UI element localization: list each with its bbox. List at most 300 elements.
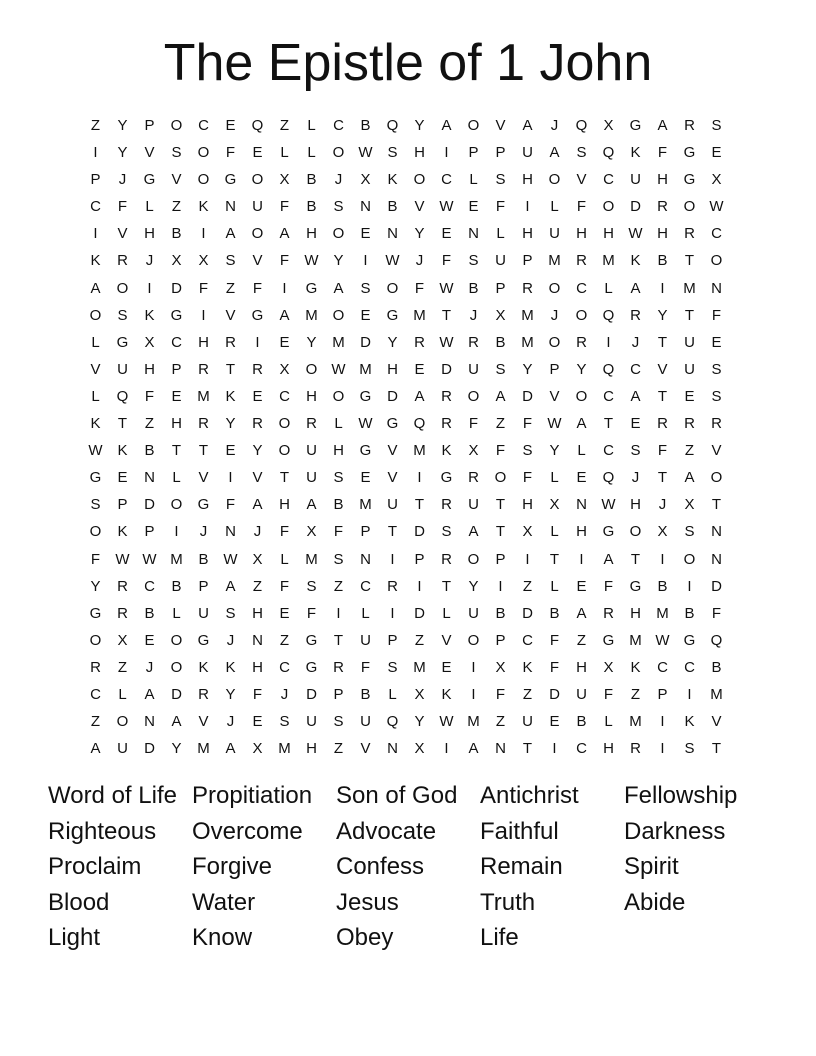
- grid-letter[interactable]: T: [225, 360, 236, 378]
- grid-letter[interactable]: L: [442, 604, 451, 622]
- grid-letter[interactable]: O: [116, 279, 129, 297]
- grid-letter[interactable]: N: [360, 198, 371, 216]
- grid-letter[interactable]: I: [525, 198, 530, 216]
- grid-letter[interactable]: B: [306, 198, 317, 216]
- grid-letter[interactable]: A: [279, 225, 290, 243]
- grid-letter[interactable]: R: [576, 333, 587, 351]
- grid-letter[interactable]: I: [282, 279, 287, 297]
- grid-letter[interactable]: I: [390, 550, 395, 568]
- grid-letter[interactable]: I: [552, 740, 557, 758]
- grid-letter[interactable]: H: [414, 144, 425, 162]
- grid-letter[interactable]: W: [385, 252, 400, 270]
- grid-letter[interactable]: L: [604, 713, 613, 731]
- grid-letter[interactable]: A: [468, 523, 479, 541]
- grid-letter[interactable]: E: [711, 333, 722, 351]
- grid-letter[interactable]: J: [631, 469, 640, 487]
- grid-letter[interactable]: U: [684, 360, 695, 378]
- grid-letter[interactable]: O: [467, 550, 480, 568]
- grid-letter[interactable]: J: [415, 252, 424, 270]
- grid-letter[interactable]: W: [358, 144, 373, 162]
- grid-letter[interactable]: R: [198, 685, 209, 703]
- grid-letter[interactable]: J: [658, 496, 667, 514]
- grid-letter[interactable]: Y: [468, 577, 479, 595]
- grid-letter[interactable]: O: [89, 306, 102, 324]
- grid-letter[interactable]: M: [548, 252, 561, 270]
- grid-letter[interactable]: T: [495, 496, 506, 514]
- grid-letter[interactable]: X: [144, 333, 155, 351]
- grid-letter[interactable]: J: [631, 333, 640, 351]
- grid-letter[interactable]: U: [468, 604, 479, 622]
- grid-letter[interactable]: Z: [630, 685, 641, 703]
- grid-letter[interactable]: O: [710, 469, 723, 487]
- grid-letter[interactable]: B: [360, 685, 371, 703]
- grid-letter[interactable]: I: [498, 577, 503, 595]
- grid-letter[interactable]: G: [602, 523, 615, 541]
- grid-letter[interactable]: F: [549, 631, 560, 649]
- grid-letter[interactable]: I: [417, 469, 422, 487]
- grid-letter[interactable]: A: [225, 577, 236, 595]
- grid-letter[interactable]: C: [603, 171, 614, 189]
- grid-letter[interactable]: Y: [306, 333, 317, 351]
- grid-letter[interactable]: X: [414, 740, 425, 758]
- grid-letter[interactable]: T: [549, 550, 560, 568]
- grid-letter[interactable]: U: [522, 713, 533, 731]
- grid-letter[interactable]: N: [144, 713, 155, 731]
- grid-letter[interactable]: Z: [522, 577, 533, 595]
- grid-letter[interactable]: E: [414, 360, 425, 378]
- grid-letter[interactable]: F: [252, 279, 263, 297]
- grid-letter[interactable]: J: [253, 523, 262, 541]
- grid-letter[interactable]: X: [414, 685, 425, 703]
- grid-letter[interactable]: P: [522, 252, 533, 270]
- grid-letter[interactable]: K: [198, 198, 209, 216]
- grid-letter[interactable]: F: [495, 442, 506, 460]
- grid-letter[interactable]: M: [332, 333, 345, 351]
- grid-letter[interactable]: E: [441, 658, 452, 676]
- grid-letter[interactable]: L: [91, 387, 100, 405]
- grid-letter[interactable]: R: [117, 577, 128, 595]
- grid-letter[interactable]: A: [414, 387, 425, 405]
- grid-letter[interactable]: C: [657, 658, 668, 676]
- grid-letter[interactable]: L: [550, 577, 559, 595]
- grid-letter[interactable]: A: [171, 713, 182, 731]
- grid-letter[interactable]: C: [90, 685, 101, 703]
- grid-letter[interactable]: F: [306, 604, 317, 622]
- grid-letter[interactable]: J: [550, 306, 559, 324]
- grid-letter[interactable]: R: [306, 415, 317, 433]
- grid-letter[interactable]: M: [170, 550, 183, 568]
- grid-letter[interactable]: O: [251, 171, 264, 189]
- grid-letter[interactable]: K: [225, 658, 236, 676]
- grid-letter[interactable]: O: [494, 469, 507, 487]
- grid-letter[interactable]: H: [576, 225, 587, 243]
- grid-letter[interactable]: B: [171, 225, 182, 243]
- grid-letter[interactable]: R: [414, 333, 425, 351]
- grid-letter[interactable]: F: [117, 198, 128, 216]
- grid-letter[interactable]: U: [306, 442, 317, 460]
- grid-letter[interactable]: F: [441, 252, 452, 270]
- grid-letter[interactable]: O: [332, 225, 345, 243]
- grid-letter[interactable]: K: [630, 658, 641, 676]
- grid-letter[interactable]: I: [390, 604, 395, 622]
- grid-letter[interactable]: P: [360, 523, 371, 541]
- grid-letter[interactable]: I: [660, 740, 665, 758]
- grid-letter[interactable]: G: [89, 604, 102, 622]
- grid-letter[interactable]: O: [332, 306, 345, 324]
- grid-letter[interactable]: E: [252, 144, 263, 162]
- grid-letter[interactable]: S: [306, 577, 317, 595]
- grid-letter[interactable]: R: [441, 387, 452, 405]
- grid-letter[interactable]: O: [278, 415, 291, 433]
- grid-letter[interactable]: H: [144, 225, 155, 243]
- grid-letter[interactable]: J: [199, 523, 208, 541]
- grid-letter[interactable]: X: [468, 442, 479, 460]
- grid-letter[interactable]: R: [630, 306, 641, 324]
- grid-letter[interactable]: A: [495, 387, 506, 405]
- grid-letter[interactable]: T: [630, 550, 641, 568]
- grid-letter[interactable]: A: [657, 117, 668, 134]
- grid-letter[interactable]: H: [306, 387, 317, 405]
- grid-letter[interactable]: E: [576, 577, 587, 595]
- grid-letter[interactable]: K: [117, 523, 128, 541]
- grid-letter[interactable]: E: [441, 225, 452, 243]
- grid-letter[interactable]: U: [360, 631, 371, 649]
- grid-letter[interactable]: M: [413, 306, 426, 324]
- grid-letter[interactable]: N: [225, 523, 236, 541]
- grid-letter[interactable]: Y: [117, 144, 128, 162]
- grid-letter[interactable]: Y: [576, 360, 587, 378]
- grid-letter[interactable]: C: [279, 658, 290, 676]
- grid-letter[interactable]: W: [439, 198, 454, 216]
- grid-letter[interactable]: T: [657, 387, 668, 405]
- grid-letter[interactable]: F: [576, 198, 587, 216]
- grid-letter[interactable]: F: [279, 577, 290, 595]
- grid-letter[interactable]: G: [602, 631, 615, 649]
- grid-letter[interactable]: V: [414, 198, 425, 216]
- grid-letter[interactable]: D: [144, 496, 155, 514]
- grid-letter[interactable]: O: [467, 117, 480, 134]
- grid-letter[interactable]: F: [198, 279, 209, 297]
- grid-letter[interactable]: A: [576, 604, 587, 622]
- grid-letter[interactable]: M: [656, 604, 669, 622]
- grid-letter[interactable]: F: [225, 496, 236, 514]
- grid-letter[interactable]: L: [550, 469, 559, 487]
- grid-letter[interactable]: F: [711, 306, 722, 324]
- grid-letter[interactable]: S: [117, 306, 128, 324]
- grid-letter[interactable]: M: [629, 631, 642, 649]
- grid-letter[interactable]: A: [576, 415, 587, 433]
- grid-letter[interactable]: E: [630, 415, 641, 433]
- grid-letter[interactable]: I: [93, 144, 98, 162]
- grid-letter[interactable]: J: [118, 171, 127, 189]
- grid-letter[interactable]: U: [495, 252, 506, 270]
- grid-letter[interactable]: X: [171, 252, 182, 270]
- grid-letter[interactable]: C: [279, 387, 290, 405]
- grid-letter[interactable]: P: [495, 550, 506, 568]
- grid-letter[interactable]: J: [280, 685, 289, 703]
- grid-letter[interactable]: Y: [252, 442, 263, 460]
- grid-letter[interactable]: H: [279, 496, 290, 514]
- grid-letter[interactable]: B: [684, 604, 695, 622]
- grid-letter[interactable]: X: [684, 496, 695, 514]
- grid-letter[interactable]: Q: [602, 360, 615, 378]
- grid-letter[interactable]: S: [684, 740, 695, 758]
- grid-letter[interactable]: A: [684, 469, 695, 487]
- grid-letter[interactable]: I: [147, 279, 152, 297]
- grid-letter[interactable]: G: [683, 631, 696, 649]
- grid-letter[interactable]: R: [198, 415, 209, 433]
- grid-letter[interactable]: O: [305, 360, 318, 378]
- grid-letter[interactable]: D: [549, 685, 560, 703]
- grid-letter[interactable]: G: [305, 658, 318, 676]
- grid-letter[interactable]: N: [468, 225, 479, 243]
- grid-letter[interactable]: V: [441, 631, 452, 649]
- grid-letter[interactable]: O: [332, 144, 345, 162]
- grid-letter[interactable]: H: [306, 225, 317, 243]
- grid-letter[interactable]: O: [89, 631, 102, 649]
- grid-letter[interactable]: E: [279, 333, 290, 351]
- grid-letter[interactable]: Q: [575, 117, 588, 134]
- grid-letter[interactable]: F: [522, 469, 533, 487]
- grid-letter[interactable]: U: [306, 469, 317, 487]
- grid-letter[interactable]: M: [710, 685, 723, 703]
- grid-letter[interactable]: P: [198, 577, 209, 595]
- grid-letter[interactable]: R: [441, 496, 452, 514]
- grid-letter[interactable]: M: [197, 740, 210, 758]
- grid-letter[interactable]: D: [171, 685, 182, 703]
- grid-letter[interactable]: H: [198, 333, 209, 351]
- grid-letter[interactable]: X: [495, 306, 506, 324]
- grid-letter[interactable]: D: [171, 279, 182, 297]
- grid-letter[interactable]: U: [252, 198, 263, 216]
- grid-letter[interactable]: K: [441, 442, 452, 460]
- grid-letter[interactable]: V: [657, 360, 668, 378]
- grid-letter[interactable]: R: [90, 658, 101, 676]
- grid-letter[interactable]: P: [495, 631, 506, 649]
- grid-letter[interactable]: K: [441, 685, 452, 703]
- grid-letter[interactable]: L: [550, 198, 559, 216]
- grid-letter[interactable]: S: [225, 252, 236, 270]
- grid-letter[interactable]: V: [144, 144, 155, 162]
- grid-letter[interactable]: H: [144, 360, 155, 378]
- grid-letter[interactable]: T: [711, 496, 722, 514]
- grid-letter[interactable]: N: [711, 279, 722, 297]
- grid-letter[interactable]: H: [522, 171, 533, 189]
- grid-letter[interactable]: L: [118, 685, 127, 703]
- grid-letter[interactable]: F: [603, 577, 614, 595]
- grid-letter[interactable]: H: [657, 171, 668, 189]
- grid-letter[interactable]: H: [252, 604, 263, 622]
- grid-letter[interactable]: R: [333, 658, 344, 676]
- grid-letter[interactable]: Z: [333, 577, 344, 595]
- grid-letter[interactable]: C: [144, 577, 155, 595]
- grid-letter[interactable]: T: [441, 306, 452, 324]
- grid-letter[interactable]: V: [495, 117, 506, 134]
- grid-letter[interactable]: I: [444, 740, 449, 758]
- grid-letter[interactable]: L: [550, 523, 559, 541]
- grid-letter[interactable]: P: [333, 685, 344, 703]
- grid-letter[interactable]: X: [279, 171, 290, 189]
- grid-letter[interactable]: B: [198, 550, 209, 568]
- grid-letter[interactable]: P: [387, 631, 398, 649]
- grid-letter[interactable]: B: [495, 333, 506, 351]
- grid-letter[interactable]: U: [576, 685, 587, 703]
- grid-letter[interactable]: G: [386, 415, 399, 433]
- grid-letter[interactable]: O: [602, 198, 615, 216]
- grid-letter[interactable]: F: [360, 658, 371, 676]
- grid-letter[interactable]: H: [576, 658, 587, 676]
- grid-letter[interactable]: F: [549, 658, 560, 676]
- grid-letter[interactable]: N: [360, 550, 371, 568]
- grid-letter[interactable]: Z: [225, 279, 236, 297]
- grid-letter[interactable]: U: [522, 144, 533, 162]
- grid-letter[interactable]: L: [604, 279, 613, 297]
- grid-letter[interactable]: S: [711, 360, 722, 378]
- grid-letter[interactable]: X: [279, 360, 290, 378]
- grid-letter[interactable]: F: [468, 415, 479, 433]
- grid-letter[interactable]: L: [172, 469, 181, 487]
- grid-letter[interactable]: X: [549, 496, 560, 514]
- grid-letter[interactable]: L: [388, 685, 397, 703]
- grid-letter[interactable]: N: [576, 496, 587, 514]
- grid-letter[interactable]: H: [630, 604, 641, 622]
- grid-letter[interactable]: S: [684, 523, 695, 541]
- grid-letter[interactable]: W: [115, 550, 130, 568]
- grid-letter[interactable]: S: [225, 604, 236, 622]
- grid-letter[interactable]: G: [143, 171, 156, 189]
- grid-letter[interactable]: C: [711, 225, 722, 243]
- grid-letter[interactable]: Q: [710, 631, 723, 649]
- grid-letter[interactable]: A: [522, 117, 533, 134]
- grid-letter[interactable]: F: [414, 279, 425, 297]
- grid-letter[interactable]: S: [333, 198, 344, 216]
- grid-letter[interactable]: K: [117, 442, 128, 460]
- grid-letter[interactable]: K: [90, 415, 101, 433]
- grid-letter[interactable]: G: [197, 631, 210, 649]
- grid-letter[interactable]: M: [521, 306, 534, 324]
- grid-letter[interactable]: H: [387, 360, 398, 378]
- grid-letter[interactable]: E: [279, 604, 290, 622]
- grid-letter[interactable]: J: [469, 306, 478, 324]
- grid-letter[interactable]: I: [687, 685, 692, 703]
- grid-letter[interactable]: F: [90, 550, 101, 568]
- grid-letter[interactable]: U: [387, 496, 398, 514]
- grid-letter[interactable]: M: [467, 713, 480, 731]
- grid-letter[interactable]: S: [495, 171, 506, 189]
- grid-letter[interactable]: U: [549, 225, 560, 243]
- grid-letter[interactable]: V: [387, 442, 398, 460]
- grid-letter[interactable]: Z: [279, 631, 290, 649]
- grid-letter[interactable]: U: [684, 333, 695, 351]
- grid-letter[interactable]: R: [684, 225, 695, 243]
- grid-letter[interactable]: A: [603, 550, 614, 568]
- grid-letter[interactable]: H: [252, 658, 263, 676]
- grid-letter[interactable]: Q: [386, 713, 399, 731]
- grid-letter[interactable]: W: [601, 496, 616, 514]
- grid-letter[interactable]: I: [660, 550, 665, 568]
- grid-letter[interactable]: R: [117, 604, 128, 622]
- grid-letter[interactable]: B: [576, 713, 587, 731]
- grid-letter[interactable]: E: [171, 387, 182, 405]
- grid-letter[interactable]: Q: [251, 117, 264, 134]
- grid-letter[interactable]: O: [548, 279, 561, 297]
- grid-letter[interactable]: E: [684, 387, 695, 405]
- grid-letter[interactable]: N: [711, 523, 722, 541]
- grid-letter[interactable]: S: [360, 279, 371, 297]
- grid-letter[interactable]: I: [228, 469, 233, 487]
- grid-letter[interactable]: G: [89, 469, 102, 487]
- grid-letter[interactable]: O: [548, 333, 561, 351]
- grid-letter[interactable]: D: [522, 604, 533, 622]
- grid-letter[interactable]: I: [201, 306, 206, 324]
- grid-letter[interactable]: Q: [116, 387, 129, 405]
- grid-letter[interactable]: G: [224, 171, 237, 189]
- grid-letter[interactable]: I: [174, 523, 179, 541]
- grid-letter[interactable]: Y: [225, 685, 236, 703]
- grid-letter[interactable]: D: [522, 387, 533, 405]
- grid-letter[interactable]: T: [198, 442, 209, 460]
- grid-letter[interactable]: O: [548, 171, 561, 189]
- grid-letter[interactable]: B: [171, 577, 182, 595]
- grid-letter[interactable]: S: [576, 144, 587, 162]
- grid-letter[interactable]: E: [144, 631, 155, 649]
- grid-letter[interactable]: B: [495, 604, 506, 622]
- grid-letter[interactable]: H: [603, 225, 614, 243]
- grid-letter[interactable]: U: [198, 604, 209, 622]
- grid-letter[interactable]: H: [657, 225, 668, 243]
- grid-letter[interactable]: Y: [117, 117, 128, 134]
- grid-letter[interactable]: Q: [386, 117, 399, 134]
- grid-letter[interactable]: M: [359, 360, 372, 378]
- grid-letter[interactable]: L: [469, 171, 478, 189]
- grid-letter[interactable]: W: [358, 415, 373, 433]
- grid-letter[interactable]: B: [711, 658, 722, 676]
- grid-letter[interactable]: A: [468, 740, 479, 758]
- grid-letter[interactable]: B: [549, 604, 560, 622]
- grid-letter[interactable]: R: [711, 415, 722, 433]
- grid-letter[interactable]: W: [709, 198, 724, 216]
- grid-letter[interactable]: I: [579, 550, 584, 568]
- grid-letter[interactable]: F: [144, 387, 155, 405]
- grid-letter[interactable]: F: [279, 523, 290, 541]
- grid-letter[interactable]: U: [360, 713, 371, 731]
- grid-letter[interactable]: T: [414, 496, 425, 514]
- grid-letter[interactable]: F: [495, 198, 506, 216]
- grid-letter[interactable]: T: [657, 469, 668, 487]
- grid-letter[interactable]: O: [629, 523, 642, 541]
- grid-letter[interactable]: C: [684, 658, 695, 676]
- grid-letter[interactable]: M: [413, 658, 426, 676]
- grid-letter[interactable]: F: [657, 442, 668, 460]
- grid-letter[interactable]: G: [305, 279, 318, 297]
- grid-letter[interactable]: V: [711, 442, 722, 460]
- grid-letter[interactable]: V: [549, 387, 560, 405]
- grid-letter[interactable]: T: [495, 523, 506, 541]
- grid-letter[interactable]: O: [386, 279, 399, 297]
- grid-letter[interactable]: X: [198, 252, 209, 270]
- grid-letter[interactable]: G: [116, 333, 129, 351]
- grid-letter[interactable]: T: [711, 740, 722, 758]
- grid-letter[interactable]: S: [630, 442, 641, 460]
- grid-letter[interactable]: W: [655, 631, 670, 649]
- grid-letter[interactable]: H: [522, 496, 533, 514]
- grid-letter[interactable]: V: [198, 469, 209, 487]
- grid-letter[interactable]: T: [684, 306, 695, 324]
- grid-letter[interactable]: R: [657, 198, 668, 216]
- grid-letter[interactable]: R: [684, 117, 695, 134]
- grid-letter[interactable]: O: [170, 658, 183, 676]
- grid-letter[interactable]: J: [226, 713, 235, 731]
